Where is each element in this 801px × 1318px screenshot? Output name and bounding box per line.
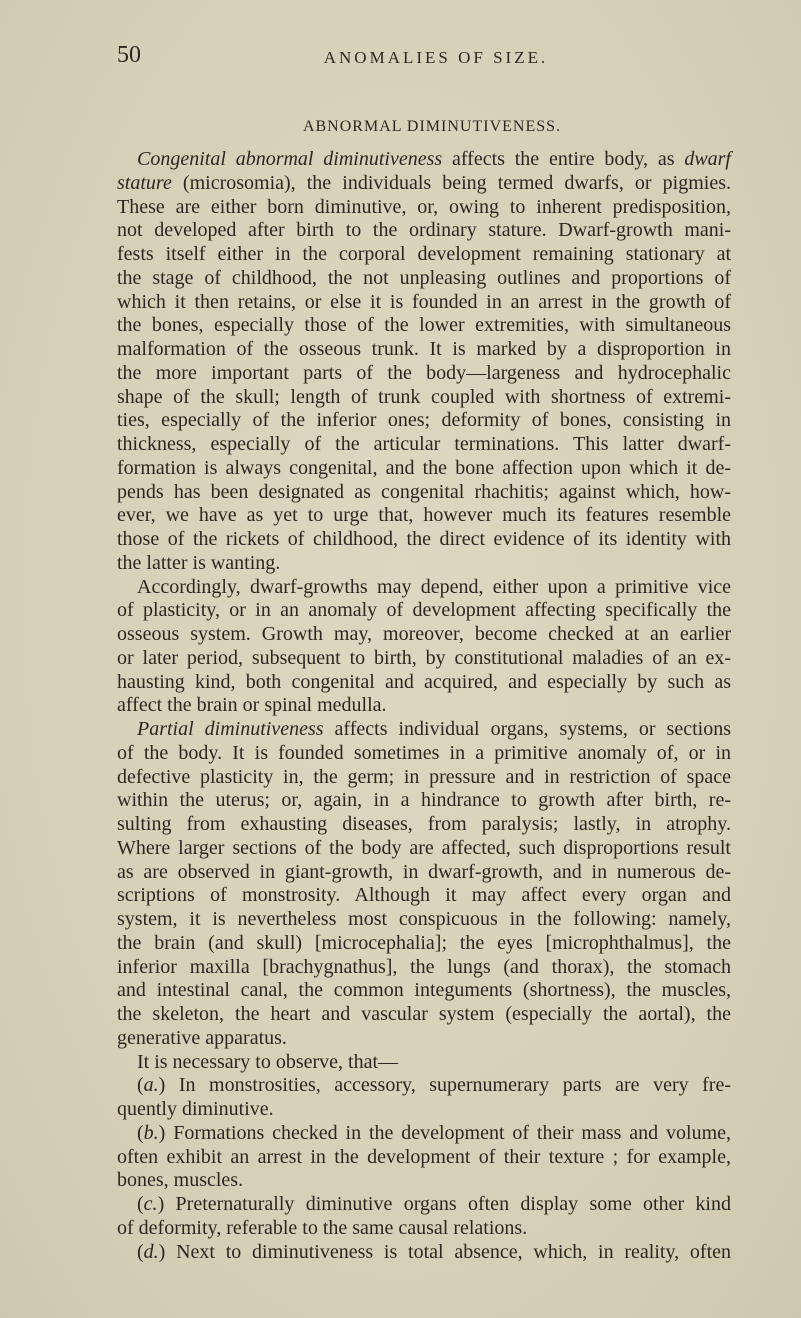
text-line: Where larger sections of the body are affected, such disproportions result	[117, 836, 731, 859]
italic-text: Partial diminutiveness	[137, 718, 324, 740]
text-segment: (microsomia), the individuals being termed dwarfs, or pigmies.	[171, 171, 731, 194]
text-line: which it then retains, or else it is founded in an arrest in the growth of	[117, 290, 731, 313]
text-segment: ) Formations checked in the development of their mass and volume,	[158, 1121, 731, 1144]
text-line: not developed after birth to the ordinary stature. Dwarf-growth mani-	[117, 219, 731, 242]
text-line	[117, 1241, 731, 1265]
text-segment: affects the entire body, as	[442, 148, 685, 170]
text-line: within the uterus; or, again, in a hindrance to growth after birth, re-	[117, 789, 731, 812]
text-line: It is necessary to observe, that—	[137, 1050, 399, 1073]
text-line: shape of the skull; length of trunk coupled with shortness of extremi-	[117, 385, 731, 408]
text-segment: (	[137, 1193, 144, 1215]
text-line: osseous system. Growth may, moreover, become checked at an earlier	[117, 623, 731, 645]
text-line: sulting from exhausting diseases, from paralysis; lastly, in atrophy.	[117, 813, 731, 835]
text-line: the bones, especially those of the lower extremities, with simultaneous	[117, 314, 731, 337]
text-line: of deformity, referable to the same causal relations.	[117, 1216, 528, 1239]
text-line: These are either born diminutive, or, owing to inherent predisposition,	[117, 195, 731, 218]
body-text	[117, 148, 731, 1264]
text-line: hausting kind, both congenital and acquired, and especially by such as	[117, 670, 731, 693]
text-line: fests itself either in the corporal development remaining stationary at	[117, 243, 731, 265]
text-segment: ) Preternaturally diminutive organs often display some other kind	[157, 1193, 731, 1215]
text-line: quently diminutive.	[117, 1098, 274, 1120]
text-line: malformation of the osseous trunk. It is marked by a disproportion in	[117, 338, 731, 360]
text-line: affect the brain or spinal medulla.	[117, 694, 387, 717]
text-line: generative apparatus.	[117, 1026, 287, 1049]
text-line	[117, 718, 731, 742]
text-line: scriptions of monstrosity. Although it may affect every organ and	[117, 884, 731, 907]
text-segment: (	[137, 1121, 144, 1144]
text-line: of plasticity, or in an anomaly of development affecting specifically the	[117, 599, 731, 622]
text-line: the skeleton, the heart and vascular system (especially the aortal), the	[117, 1003, 731, 1025]
text-line: bones, muscles.	[117, 1169, 244, 1192]
text-line: the latter is wanting.	[117, 551, 281, 574]
italic-text: a.	[143, 1074, 159, 1097]
text-line: formation is always congenital, and the bone affection upon which it de-	[117, 456, 731, 479]
text-segment: (	[137, 1074, 144, 1097]
text-line: often exhibit an arrest in the development of their texture ; for example,	[117, 1145, 731, 1168]
page-number: 50	[117, 42, 141, 68]
italic-text: b.	[143, 1121, 159, 1144]
text-line: Accordingly, dwarf-growths may depend, either upon a primitive vice	[137, 575, 731, 598]
text-line: of the body. It is founded sometimes in a primitive anomaly of, or in	[117, 741, 731, 764]
section-heading: ABNORMAL DIMINUTIVENESS.	[302, 118, 562, 135]
text-line: the brain (and skull) [microcephalia]; the eyes [microphthalmus], the	[117, 931, 731, 954]
running-title: ANOMALIES OF SIZE.	[323, 48, 549, 67]
italic-text: Congenital abnormal diminutiveness	[137, 148, 443, 170]
italic-text: c.	[143, 1193, 158, 1215]
text-line: defective plasticity in, the germ; in pressure and in restriction of space	[117, 765, 731, 788]
text-line: ever, we have as yet to urge that, however much its features resemble	[117, 504, 731, 527]
text-line: thickness, especially of the articular terminations. This latter dwarf-	[117, 433, 731, 455]
text-line: ties, especially of the inferior ones; deformity of bones, consisting in	[117, 409, 731, 432]
text-line	[117, 1193, 731, 1217]
text-line: as are observed in giant-growth, in dwarf-growth, and in numerous de-	[117, 860, 731, 883]
text-segment: (	[137, 1240, 144, 1263]
text-line: system, it is nevertheless most conspicuous in the following: namely,	[117, 908, 731, 930]
text-line: pends has been designated as congenital rhachitis; against which, how-	[117, 480, 731, 503]
text-line: those of the rickets of childhood, the direct evidence of its identity with	[117, 528, 731, 550]
text-line: and intestinal canal, the common integuments (shortness), the muscles,	[117, 979, 731, 1002]
italic-text: dwarf	[684, 148, 731, 170]
text-line	[117, 172, 731, 196]
text-segment: ) Next to diminutiveness is total absence, which, in reality, often	[158, 1240, 731, 1263]
text-segment: affects individual organs, systems, or sections	[323, 718, 731, 740]
text-line: or later period, subsequent to birth, by constitutional maladies of an ex-	[117, 646, 731, 669]
text-line: the stage of childhood, the not unpleasing outlines and proportions of	[117, 266, 731, 289]
italic-text: stature	[117, 171, 172, 194]
text-line	[117, 1122, 731, 1146]
italic-text: d.	[143, 1240, 159, 1263]
text-segment: ) In monstrosities, accessory, supernumerary parts are very fre-	[158, 1074, 731, 1097]
text-line: the more important parts of the body—largeness and hydrocephalic	[117, 361, 731, 384]
text-line: inferior maxilla [brachygnathus], the lungs (and thorax), the stomach	[117, 955, 731, 978]
text-line	[117, 1074, 731, 1098]
text-line	[117, 148, 731, 172]
